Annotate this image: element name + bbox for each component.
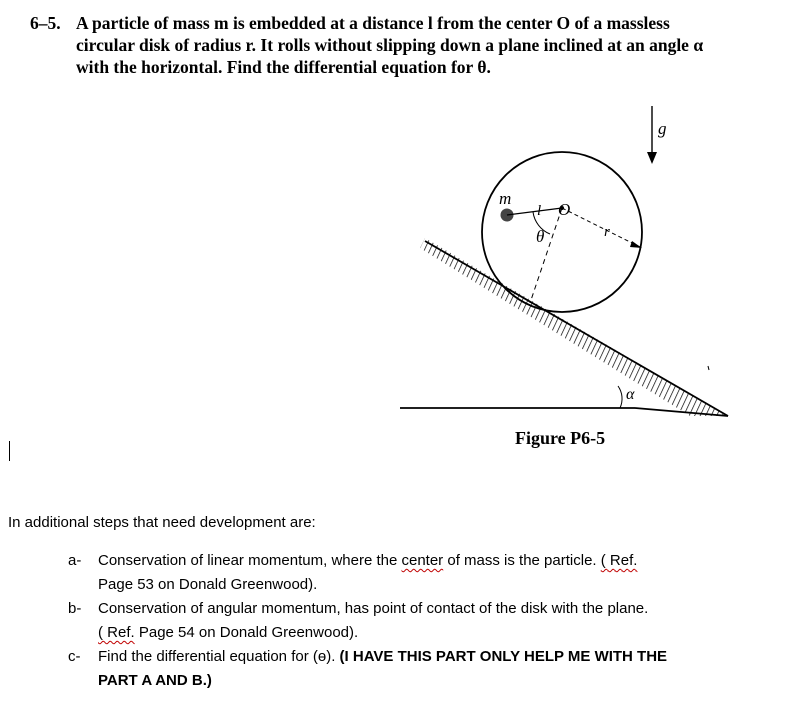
problem-number: 6–5.: [30, 13, 61, 33]
label-alpha: α: [626, 386, 635, 403]
spellcheck-ref: ( Ref.: [600, 552, 638, 569]
label-distance: l: [537, 203, 542, 219]
problem-line-2: circular disk of radius r. It rolls without slipping down a plane inclined at an angle α: [76, 35, 704, 55]
step-c-marker: c-: [68, 648, 81, 665]
incline-line: [425, 241, 728, 416]
figure-caption: Figure P6-5: [515, 428, 606, 448]
step-c-bold-1: (I HAVE THIS PART ONLY HELP ME WITH THE: [339, 648, 668, 665]
step-a-line-2: Page 53 on Donald Greenwood).: [98, 576, 318, 593]
spellcheck-ref: ( Ref.: [98, 624, 135, 641]
step-b-text-2: Page 54 on Donald Greenwood).: [134, 624, 359, 641]
label-radius: r: [604, 224, 610, 240]
problem-line-3: with the horizontal. Find the differential equation for θ.: [76, 57, 491, 77]
label-gravity: g: [658, 119, 667, 138]
spellcheck-word: center: [401, 552, 444, 569]
label-theta: θ: [536, 227, 545, 246]
step-b-marker: b-: [68, 600, 82, 617]
problem-line-1: A particle of mass m is embedded at a distance l from the center O of a massless: [76, 13, 670, 33]
text-cursor: [9, 441, 10, 461]
disk: [482, 152, 642, 312]
step-a-marker: a-: [68, 552, 82, 569]
step-c-bold-2: PART A AND B.): [98, 672, 212, 689]
label-center: O: [558, 200, 571, 219]
label-mass: m: [499, 189, 512, 208]
steps-intro: In additional steps that need development are:: [8, 514, 316, 531]
step-c-text-1: Find the differential equation for (ɵ).: [98, 648, 340, 665]
step-b-line-1: Conservation of angular momentum, has point of contact of the disk with the plane.: [98, 600, 649, 617]
rolling-disk-figure: [390, 98, 740, 428]
step-a-text-2: of mass is the particle.: [443, 552, 601, 569]
step-a-text-1: Conservation of linear momentum, where the: [98, 552, 402, 569]
